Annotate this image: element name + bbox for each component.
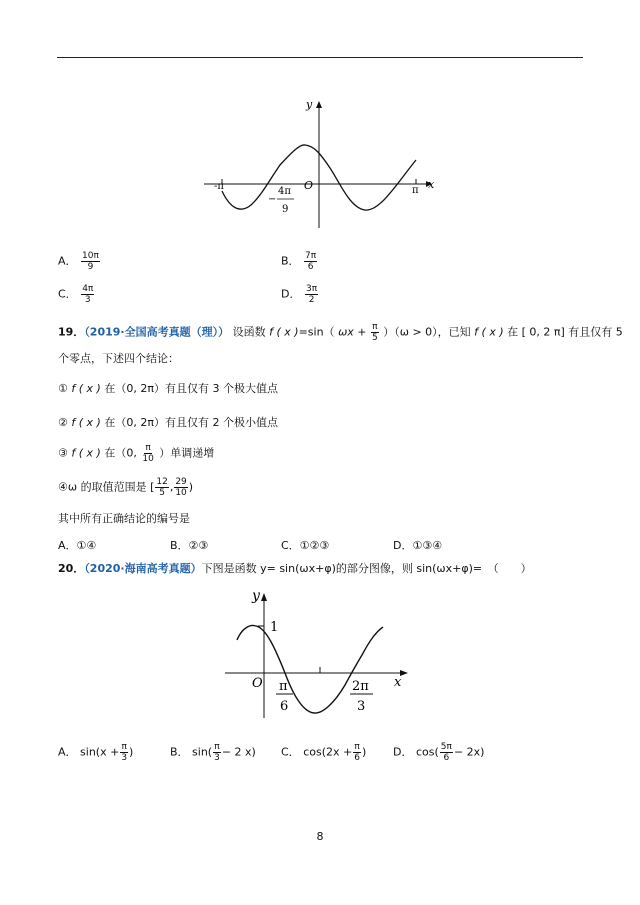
q20-option-b[interactable]: B． sin( $\frac{\pi}{3}$ − 2 x) bbox=[170, 742, 256, 763]
q18-option-d[interactable]: D． $\frac{3\pi}{2}$ bbox=[281, 284, 318, 305]
page-number: 8 bbox=[316, 830, 324, 843]
graph-2-t1-den: 6 bbox=[280, 699, 289, 714]
q18-option-a[interactable]: A． $\frac{10\pi}{9}$ bbox=[58, 251, 99, 272]
graph-2-one: 1 bbox=[270, 620, 279, 635]
q19-ask: 其中所有正确结论的编号是 bbox=[58, 512, 190, 525]
graph-1-origin: O bbox=[304, 179, 314, 192]
q18-option-c[interactable]: C． $\frac{4\pi}{3}$ bbox=[58, 284, 94, 305]
graph-1-tick-mid-prefix: − bbox=[268, 194, 277, 205]
q20-option-c[interactable]: C． cos(2x + $\frac{\pi}{6}$ ) bbox=[281, 742, 367, 763]
graph-2-origin: O bbox=[252, 676, 263, 691]
graph-2-y-label: y bbox=[252, 588, 260, 604]
q19-statement-4: ④ω 的取值范围是 [ $\frac{12}{5}$ , $\frac{29}{10}$ ) bbox=[58, 477, 194, 498]
graph-2-t2-den: 3 bbox=[357, 699, 366, 714]
graph-1-tick-mid-den: 9 bbox=[282, 204, 289, 215]
graph-1-y-label: y bbox=[306, 98, 313, 111]
q19-option-d[interactable]: D．①③④ bbox=[393, 539, 443, 552]
graph-1-tick-mid-num: 4π bbox=[278, 186, 291, 197]
graph-1-x-label: x bbox=[428, 178, 435, 191]
graph-2-x-label: x bbox=[394, 675, 402, 690]
q19-source: （2019·全国高考真题（理）） bbox=[84, 325, 230, 339]
q19-statement-1: ① f ( x ) 在（0, 2π）有且仅有 3 个极大值点 bbox=[58, 382, 278, 395]
q19-option-a[interactable]: A．①④ bbox=[58, 539, 97, 552]
q20-stem: 20．（2020·海南高考真题）下图是函数 y= sin(ωx+φ)的部分图像，则 sin(ωx+φ)= （ ） bbox=[58, 562, 532, 575]
q20-source: （2020·海南高考真题） bbox=[84, 562, 202, 575]
q20-option-d[interactable]: D． cos( $\frac{5\pi}{6}$ − 2x) bbox=[393, 742, 485, 763]
q20-option-a[interactable]: A． sin(x + $\frac{\pi}{3}$ ) bbox=[58, 742, 134, 763]
q19-option-c[interactable]: C．①②③ bbox=[281, 539, 330, 552]
q19-stem-line-2: 个零点，下述四个结论： bbox=[58, 352, 179, 365]
q19-statement-3: ③ f ( x ) 在（0, $\frac{\pi}{10}$ ）单调递增 bbox=[58, 443, 215, 464]
graph-1-tick-left: -π bbox=[214, 181, 224, 192]
graph-2-t2-num: 2π bbox=[352, 679, 369, 694]
graph-2-t1-num: π bbox=[279, 679, 288, 694]
graph-1-tick-right: π bbox=[412, 185, 419, 196]
q18-option-b[interactable]: B． $\frac{7\pi}{6}$ bbox=[281, 251, 317, 272]
q19-stem-line-1: 19．（2019·全国高考真题（理）） 设函数 f ( x )=sin（ ωx + $\frac{\pi}{5}$ ）（ω > 0），已知 f ( x ) 在 [ 0, 2 π] 有且仅有 5 bbox=[58, 322, 623, 343]
q19-statement-2: ② f ( x ) 在（0, 2π）有且仅有 2 个极小值点 bbox=[58, 416, 278, 429]
q19-option-b[interactable]: B．②③ bbox=[170, 539, 209, 552]
